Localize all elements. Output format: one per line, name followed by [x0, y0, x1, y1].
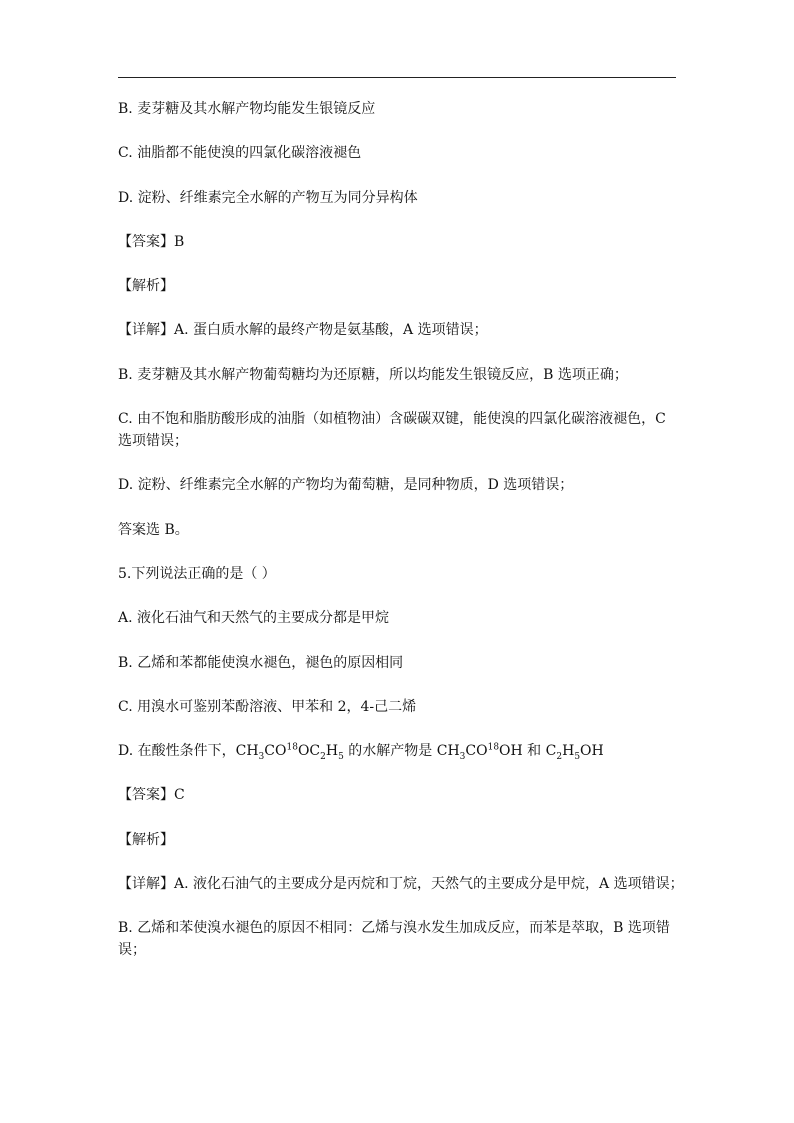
option-b: B. 麦芽糖及其水解产物均能发生银镜反应 — [118, 101, 376, 117]
document-body — [118, 98, 684, 961]
q5-detail-b: B. 乙烯和苯使溴水褪色的原因不相同：乙烯与溴水发生加成反应，而苯是萃取，B 选项错 — [118, 920, 670, 937]
question-5: 5.下列说法正确的是（ ） — [118, 565, 276, 582]
detail-d: D. 淀粉、纤维素完全水解的产物均为葡萄糖，是同种物质，D 选项错误； — [118, 477, 574, 494]
q5-detail-a: 【详解】A. 液化石油气的主要成分是丙烷和丁烷，天然气的主要成分是甲烷，A 选项错误； — [118, 876, 684, 893]
text: CO — [264, 743, 287, 760]
text: 的水解产物是 CH — [343, 743, 460, 760]
q5-answer-label: 【答案】C — [118, 787, 185, 804]
text: OH — [580, 743, 604, 760]
text: H — [562, 743, 575, 760]
detail-c-cont: 选项错误； — [118, 433, 188, 450]
q5-option-c: C. 用溴水可鉴别苯酚溶液、甲苯和 2，4-己二烯 — [118, 698, 417, 715]
answer-choice: 答案选 B。 — [118, 521, 189, 538]
text: OC — [297, 743, 321, 760]
subscript: 3 — [258, 751, 265, 762]
detail-b: B. 麦芽糖及其水解产物葡萄糖均为还原糖，所以均能发生银镜反应，B 选项正确； — [118, 366, 628, 383]
option-d: D. 淀粉、纤维素完全水解的产物互为同分异构体 — [118, 189, 418, 206]
detail-c: C. 由不饱和脂肪酸形成的油脂（如植物油）含碳碳双键，能使溴的四氯化碳溶液褪色，C — [118, 411, 666, 428]
text: D. 在酸性条件下，CH — [118, 743, 259, 760]
analysis-label: 【解析】 — [118, 278, 174, 295]
subscript: 5 — [338, 751, 344, 762]
q5-option-b: B. 乙烯和苯都能使溴水褪色，褪色的原因相同 — [118, 654, 404, 671]
subscript: 2 — [320, 751, 326, 762]
q5-option-a: A. 液化石油气和天然气的主要成分都是甲烷 — [118, 610, 390, 627]
superscript: 18 — [286, 742, 298, 753]
text: H — [325, 743, 339, 760]
q5-detail-b-cont: 误； — [118, 942, 146, 959]
subscript: 5 — [574, 751, 581, 762]
subscript: 2 — [556, 751, 563, 762]
option-c: C. 油脂都不能使溴的四氯化碳溶液褪色 — [118, 145, 362, 162]
answer-label: 【答案】B — [118, 233, 185, 250]
header-rule — [118, 77, 676, 78]
text: OH 和 C — [499, 743, 557, 760]
q5-option-d — [118, 740, 678, 762]
superscript: 18 — [487, 742, 500, 753]
q5-analysis-label: 【解析】 — [118, 831, 174, 848]
subscript: 3 — [459, 751, 466, 762]
detail-a: 【详解】A. 蛋白质水解的最终产物是氨基酸，A 选项错误； — [118, 322, 488, 339]
text: CO — [465, 743, 488, 760]
